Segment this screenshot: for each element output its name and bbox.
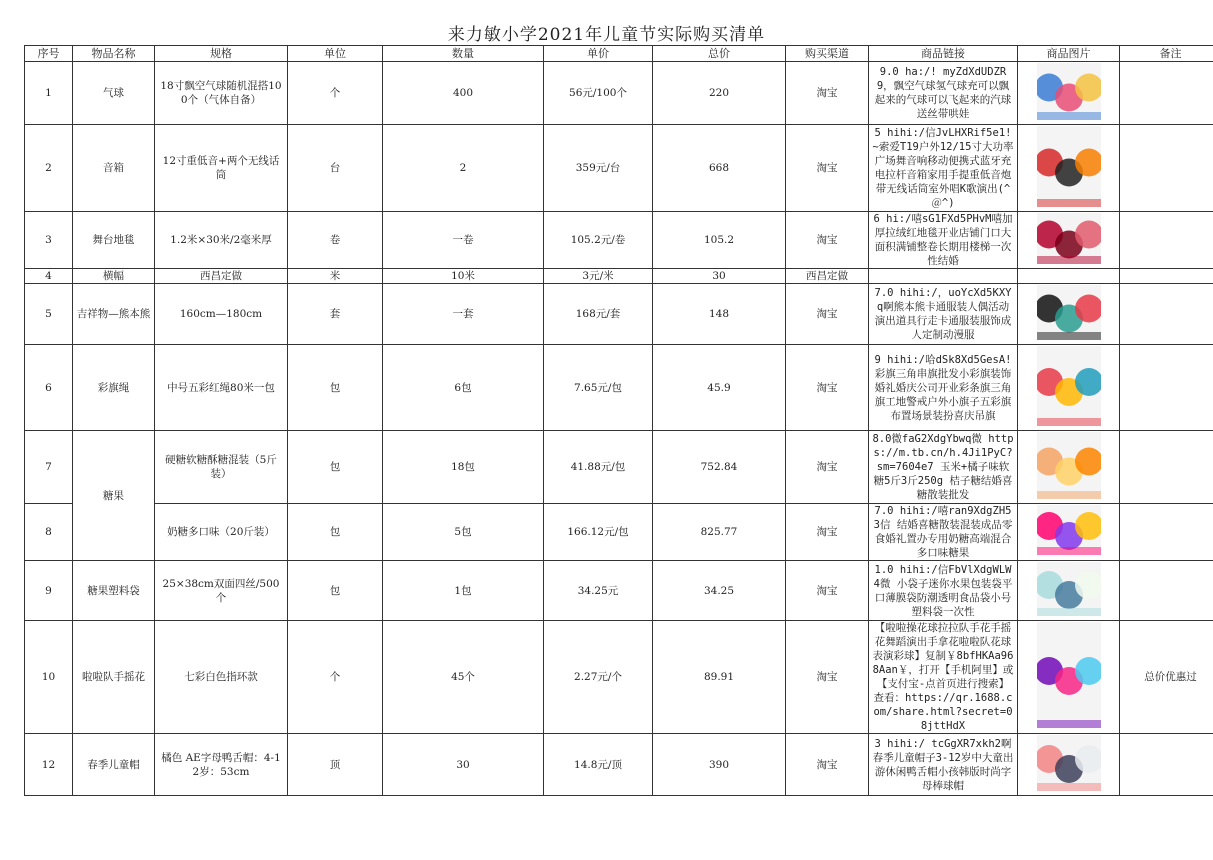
item-quantity: 6包 [383,345,544,431]
row-number: 1 [25,62,73,125]
item-total: 825.77 [653,504,786,561]
row-number: 4 [25,269,73,284]
item-quantity: 2 [383,125,544,212]
table-row [25,504,1213,561]
product-picture-cell [1018,62,1120,125]
product-link[interactable] [869,734,1018,796]
purchase-channel: 西昌定做 [786,269,869,284]
item-spec: 1.2米×30米/2毫米厚 [155,212,288,269]
product-thumbnail [1037,63,1101,124]
row-number: 12 [25,734,73,796]
item-unit-price: 34.25元 [544,561,653,621]
product-picture-cell [1018,504,1120,561]
item-total: 45.9 [653,345,786,431]
header-row [25,46,1213,62]
item-unit-price: 3元/米 [544,269,653,284]
product-image [1037,622,1101,728]
col-link-header: 商品链接 [869,46,1018,62]
purchase-channel: 淘宝 [786,125,869,212]
purchase-channel: 淘宝 [786,431,869,504]
col-name-header: 物品名称 [73,46,155,62]
item-unit: 包 [288,431,383,504]
product-link[interactable] [869,504,1018,561]
col-channel-header: 购买渠道 [786,46,869,62]
item-remark [1120,284,1213,345]
item-quantity: 45个 [383,621,544,734]
col-qty-header: 数量 [383,46,544,62]
product-thumbnail [1037,213,1101,268]
product-link[interactable] [869,212,1018,269]
item-unit: 个 [288,621,383,734]
product-link[interactable] [869,269,1018,284]
item-quantity: 10米 [383,269,544,284]
product-thumbnail [1037,622,1101,732]
item-unit: 包 [288,561,383,621]
item-total: 668 [653,125,786,212]
product-picture-cell [1018,734,1120,796]
item-total: 30 [653,269,786,284]
item-unit-price: 166.12元/包 [544,504,653,561]
item-total: 105.2 [653,212,786,269]
product-picture-cell [1018,212,1120,269]
product-thumbnail [1037,505,1101,559]
product-link-text[interactable]: 9.0 ha:/! myZdXdUDZR9，飘空气球氢气球充可以飘起来的气球可以飞起来的汽球送丝带哄娃 [874,66,1012,120]
col-price-header: 单价 [544,46,653,62]
item-remark: 总价优惠过 [1120,621,1213,734]
item-name: 音箱 [73,125,155,212]
item-unit-price: 41.88元/包 [544,431,653,504]
table-row [25,125,1213,212]
item-spec: 奶糖多口味（20斤装） [155,504,288,561]
purchase-channel: 淘宝 [786,504,869,561]
item-unit: 套 [288,284,383,345]
item-total: 89.91 [653,621,786,734]
product-picture-cell [1018,431,1120,504]
item-spec: 中号五彩红绳80米一包 [155,345,288,431]
purchase-channel: 淘宝 [786,734,869,796]
product-thumbnail [1037,346,1101,430]
item-unit-price: 359元/台 [544,125,653,212]
purchase-channel: 淘宝 [786,345,869,431]
product-link-text[interactable]: 6 hi:/嘻sG1FXd5PHvM嘻加厚拉绒红地毯开业店铺门口大面积满铺整卷长期用楼梯一次性结婚 [873,213,1013,267]
item-unit: 包 [288,504,383,561]
item-name: 糖果 [73,431,155,561]
product-thumbnail [1037,126,1101,211]
row-number: 3 [25,212,73,269]
table-row [25,561,1213,621]
product-picture-cell [1018,284,1120,345]
table-row [25,269,1213,284]
product-link-text[interactable]: 3 hihi:/ tcGgXR7xkh2啊春季儿童帽子3-12岁中大童出游休闲鸭舌帽小孩韩版时尚字母棒球帽 [872,737,1014,792]
item-spec: 西昌定做 [155,269,288,284]
table-row [25,621,1213,734]
table-row [25,62,1213,125]
item-quantity: 一卷 [383,212,544,269]
row-number: 5 [25,284,73,345]
col-spec-header: 规格 [155,46,288,62]
product-image [1037,285,1101,340]
item-total: 148 [653,284,786,345]
item-unit: 台 [288,125,383,212]
item-remark [1120,269,1213,284]
product-link[interactable] [869,345,1018,431]
col-no-header: 序号 [25,46,73,62]
product-thumbnail [1037,735,1101,795]
item-spec: 18寸飘空气球随机混搭100个（气体自备） [155,62,288,125]
item-unit: 米 [288,269,383,284]
product-link[interactable] [869,62,1018,125]
item-quantity: 18包 [383,431,544,504]
product-link[interactable] [869,621,1018,734]
item-name: 气球 [73,62,155,125]
item-remark [1120,734,1213,796]
item-quantity: 30 [383,734,544,796]
item-name: 横幅 [73,269,155,284]
item-unit: 顶 [288,734,383,796]
item-unit-price: 7.65元/包 [544,345,653,431]
row-number: 8 [25,504,73,561]
row-number: 10 [25,621,73,734]
item-quantity: 一套 [383,284,544,345]
item-unit-price: 56元/100个 [544,62,653,125]
purchase-channel: 淘宝 [786,212,869,269]
item-spec: 12寸重低音+两个无线话筒 [155,125,288,212]
item-total: 752.84 [653,431,786,504]
product-image [1037,505,1101,555]
product-link-text[interactable]: 8.0微faG2XdgYbwq微 https://m.tb.cn/h.4Ji1PyC?sm=7604e7 玉米+橘子味软糖5斤3斤250g 桔子糖结婚喜糖散装批发 [872,433,1014,501]
product-image [1037,63,1101,120]
product-link-text[interactable]: 1.0 hihi:/信FbVlXdgWLW4微 小袋子迷你水果包装袋平口薄膜袋防潮透明食品袋小号塑料袋一次性 [873,563,1013,618]
product-link[interactable] [869,431,1018,504]
item-remark [1120,431,1213,504]
page-title: 来力敏小学2021年儿童节实际购买清单 [447,25,766,45]
col-picture-header: 商品图片 [1018,46,1120,62]
row-number: 6 [25,345,73,431]
item-total: 34.25 [653,561,786,621]
product-link-text[interactable]: 9 hihi:/哈dSk8Xd5GesA! 彩旗三角串旗批发小彩旗装饰婚礼婚庆公司开业彩条旗三角旗工地警戒户外小旗子五彩旗 布置场景装扮喜庆吊旗 [874,353,1012,422]
product-image [1037,346,1101,426]
product-image [1037,213,1101,264]
table-row [25,284,1213,345]
product-image [1037,126,1101,207]
item-remark [1120,504,1213,561]
table-row [25,212,1213,269]
col-remark-header: 备注 [1120,46,1213,62]
product-thumbnail [1037,285,1101,344]
item-name: 吉祥物—熊本熊 [73,284,155,345]
item-remark [1120,345,1213,431]
product-link-text[interactable]: 7.0 hihi:/，uoYcXd5KXYq啊熊本熊卡通服装人偶活动演出道具行走卡通服装服饰成人定制动漫服 [874,287,1012,341]
item-quantity: 1包 [383,561,544,621]
col-unit-header: 单位 [288,46,383,62]
row-number: 2 [25,125,73,212]
item-quantity: 5包 [383,504,544,561]
col-total-header: 总价 [653,46,786,62]
item-spec: 硬糖软糖酥糖混装（5斤装） [155,431,288,504]
purchase-channel: 淘宝 [786,62,869,125]
item-spec: 160cm—180cm [155,284,288,345]
item-name: 糖果塑料袋 [73,561,155,621]
item-name: 春季儿童帽 [73,734,155,796]
table-row [25,734,1213,796]
product-link-text[interactable]: 【啦啦操花球拉拉队手花手摇花舞蹈演出手拿花啦啦队花球表演彩球】复制￥8bfHKAa968Aan￥，打开【手机阿里】或【支付宝-点首页进行搜索】查看：https://qr.1688.com/share.html?secret=08jttHdX [872,622,1014,732]
item-unit: 包 [288,345,383,431]
product-link-text[interactable]: 7.0 hihi:/嘻ran9XdgZH53信 结婚喜糖散装混装成品零食婚礼置办专用奶糖高端混合多口味糖果 [873,505,1013,559]
purchase-table [24,45,1213,796]
product-picture-cell [1018,125,1120,212]
product-image [1037,735,1101,791]
product-image [1037,432,1101,499]
item-unit-price: 2.27元/个 [544,621,653,734]
item-remark [1120,62,1213,125]
item-spec: 橘色 AE字母鸭舌帽：4-12岁：53cm [155,734,288,796]
table-row [25,431,1213,504]
product-picture-cell [1018,345,1120,431]
item-remark [1120,212,1213,269]
item-spec: 七彩白色指环款 [155,621,288,734]
product-picture-cell [1018,269,1120,284]
purchase-channel: 淘宝 [786,284,869,345]
item-unit-price: 105.2元/卷 [544,212,653,269]
item-unit-price: 168元/套 [544,284,653,345]
purchase-channel: 淘宝 [786,621,869,734]
table-row [25,345,1213,431]
item-name: 啦啦队手摇花 [73,621,155,734]
product-thumbnail [1037,432,1101,503]
item-quantity: 400 [383,62,544,125]
item-unit: 卷 [288,212,383,269]
item-unit: 个 [288,62,383,125]
item-unit-price: 14.8元/顶 [544,734,653,796]
item-name: 彩旗绳 [73,345,155,431]
item-spec: 25×38cm双面四丝/500个 [155,561,288,621]
row-number: 9 [25,561,73,621]
product-image [1037,562,1101,616]
product-link[interactable] [869,561,1018,621]
purchase-channel: 淘宝 [786,561,869,621]
product-picture-cell [1018,621,1120,734]
product-link-text[interactable]: 5 hihi:/信JvLHXRif5e1! ~索爱T19户外12/15寸大功率广场舞音响移动便携式蓝牙充电拉杆音箱家用手提重低音炮带无线话筒室外唱K歌演出(^＠^) [872,127,1014,209]
item-remark [1120,561,1213,621]
product-picture-cell [1018,561,1120,621]
row-number: 7 [25,431,73,504]
item-name: 舞台地毯 [73,212,155,269]
product-link[interactable] [869,284,1018,345]
item-total: 390 [653,734,786,796]
product-link[interactable] [869,125,1018,212]
product-thumbnail [1037,562,1101,620]
item-total: 220 [653,62,786,125]
item-remark [1120,125,1213,212]
